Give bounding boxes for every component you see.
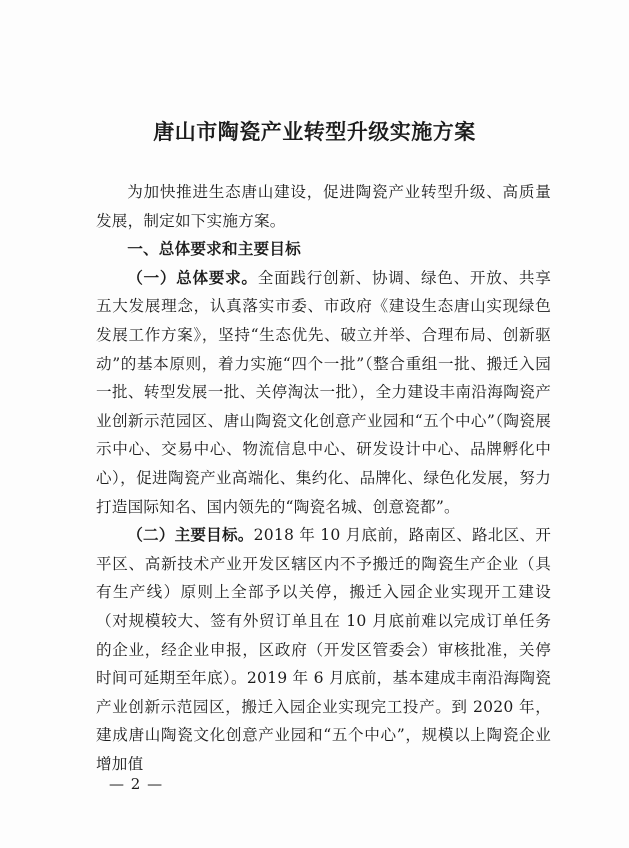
paragraph-lead: （一）总体要求。 <box>127 267 258 287</box>
page-number: — 2 — <box>109 775 164 793</box>
paragraph-text: 2018 年 10 月底前，路南区、路北区、开平区、高新技术产业开发区辖区内不予搬迁的陶瓷生产企业（具有生产线）原则上全部予以关停，搬迁入园企业实现开工建设（对规模较大、签有外贸订单且在 10 月底前难以完成订单任务的企业，经企业申报，区政府（开发区管委会）审核批准，关停时间可延期至年底）。2019 年 6 月底前，基本建成丰南沿海陶瓷产业创新示范园区，搬迁入园企业实现完工投产。到 2020 年，建成唐山陶瓷文化创意产业园和“五个中心”，规模以上陶瓷企业增加值 <box>96 526 551 773</box>
document-body <box>96 178 551 778</box>
paragraph-main-goals <box>96 521 551 778</box>
paragraph-general-requirements <box>96 264 551 521</box>
intro-paragraph: 为加快推进生态唐山建设，促进陶瓷产业转型升级、高质量发展，制定如下实施方案。 <box>96 183 551 230</box>
document-title: 唐山市陶瓷产业转型升级实施方案 <box>153 119 476 144</box>
paragraph-text: 全面践行创新、协调、绿色、开放、共享五大发展理念，认真落实市委、市政府《建设生态唐山实现绿色发展工作方案》，坚持“生态优先、破立并举、合理布局、创新驱动”的基本原则，着力实施“四个一批”（整合重组一批、搬迁入园一批、转型发展一批、关停淘汰一批），全力建设丰南沿海陶瓷产业创新示范园区、唐山陶瓷文化创意产业园和“五个中心”（陶瓷展示中心、交易中心、物流信息中心、研发设计中心、品牌孵化中心），促进陶瓷产业高端化、集约化、品牌化、绿色化发展，努力打造国际知名、国内领先的“陶瓷名城、创意瓷都”。 <box>96 268 551 516</box>
section-heading: 一、总体要求和主要目标 <box>127 240 301 259</box>
paragraph-lead: （二）主要目标。 <box>127 525 254 545</box>
